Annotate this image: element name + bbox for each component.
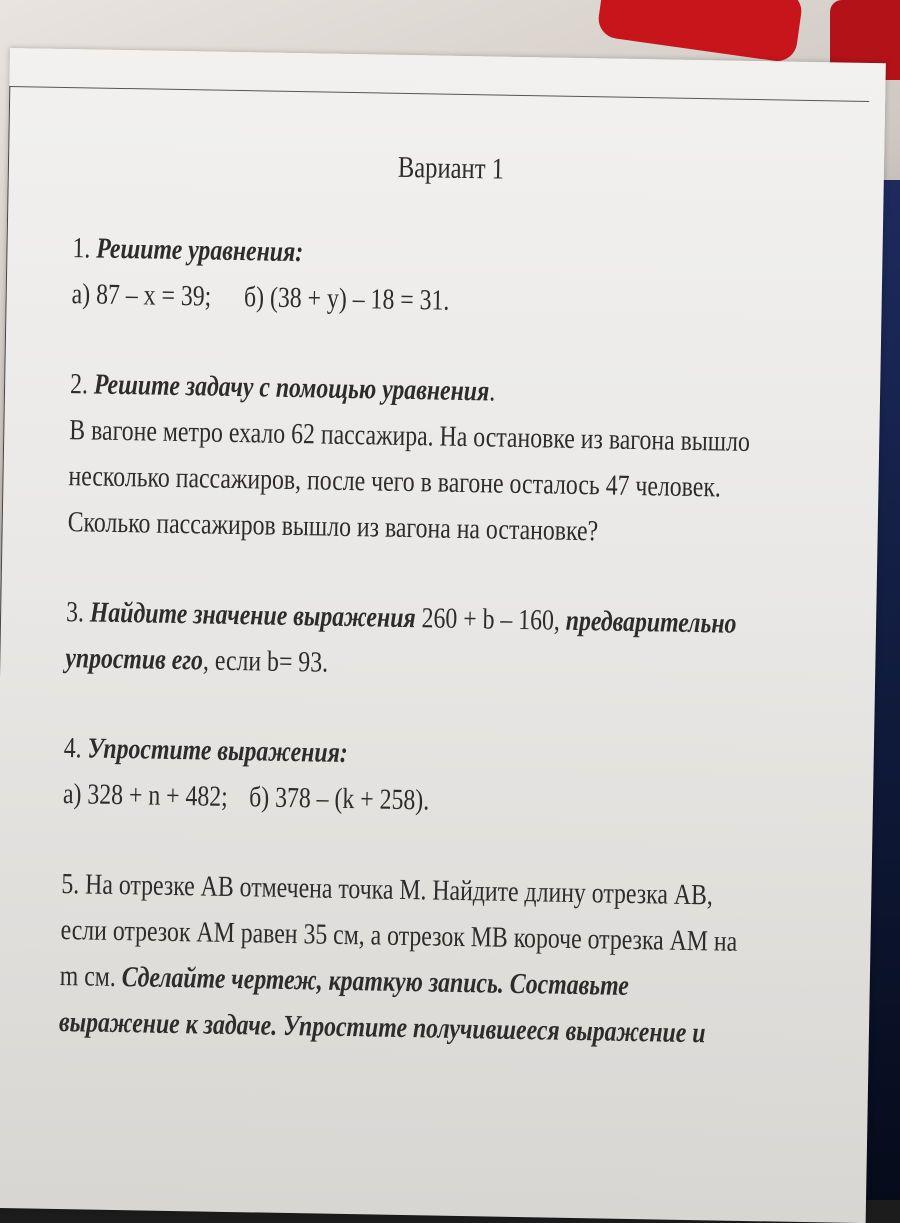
- task-heading: Найдите значение выражения: [89, 596, 416, 635]
- task-number: 1.: [72, 232, 91, 265]
- task-number: 2.: [69, 368, 89, 401]
- task-3: [65, 589, 845, 695]
- expression: 260 + b – 160,: [415, 602, 567, 637]
- task-number: 4.: [63, 732, 82, 765]
- equation-a: а) 87 – х = 39;: [71, 278, 212, 313]
- instruction: Сделайте чертеж, краткую запись. Составьте: [121, 961, 630, 1002]
- task-heading-period: .: [488, 375, 496, 408]
- task-heading: Решите уравнения:: [96, 232, 304, 269]
- task-heading: Упростите выражения:: [87, 732, 349, 769]
- task-4: [63, 725, 843, 831]
- task-number: 3.: [65, 596, 85, 629]
- instruction: выражение к задаче. Упростите получившееся выражение и: [58, 1006, 706, 1050]
- paper-sheet: [0, 48, 886, 1223]
- problem-line: Сколько пассажиров вышло из вагона на остановке?: [67, 506, 599, 548]
- problem-line: m см.: [59, 960, 117, 993]
- task-1: [71, 225, 851, 331]
- task-2: [67, 361, 849, 559]
- task-5: [59, 861, 841, 1059]
- expression-a: а) 328 + n + 482;: [62, 778, 229, 813]
- problem-line: В вагоне метро ехало 62 пассажира. На остановке из вагона вышло: [69, 414, 751, 458]
- task-heading: Решите задачу с помощью уравнения: [93, 368, 490, 408]
- task-number: 5.: [61, 868, 80, 901]
- task-heading-cont: предварительно: [565, 604, 737, 640]
- equation-b: б) (38 + у) – 18 = 31.: [243, 281, 450, 317]
- expression-b: б) 378 – (k + 258).: [248, 781, 430, 817]
- condition: , если b= 93.: [202, 644, 329, 679]
- header-rule: [9, 86, 869, 102]
- task-heading-cont: упростив его: [65, 642, 204, 677]
- problem-line: если отрезок АМ равен 35 см, а отрезок МВ короче отрезка АМ на: [60, 914, 738, 958]
- problem-line: несколько пассажиров, после чего в вагоне осталось 47 человек.: [68, 460, 722, 504]
- problem-line: На отрезке АВ отмечена точка М. Найдите длину отрезка АВ,: [84, 868, 714, 912]
- worksheet-content: [58, 139, 853, 1102]
- variant-title: Вариант 1: [397, 150, 505, 186]
